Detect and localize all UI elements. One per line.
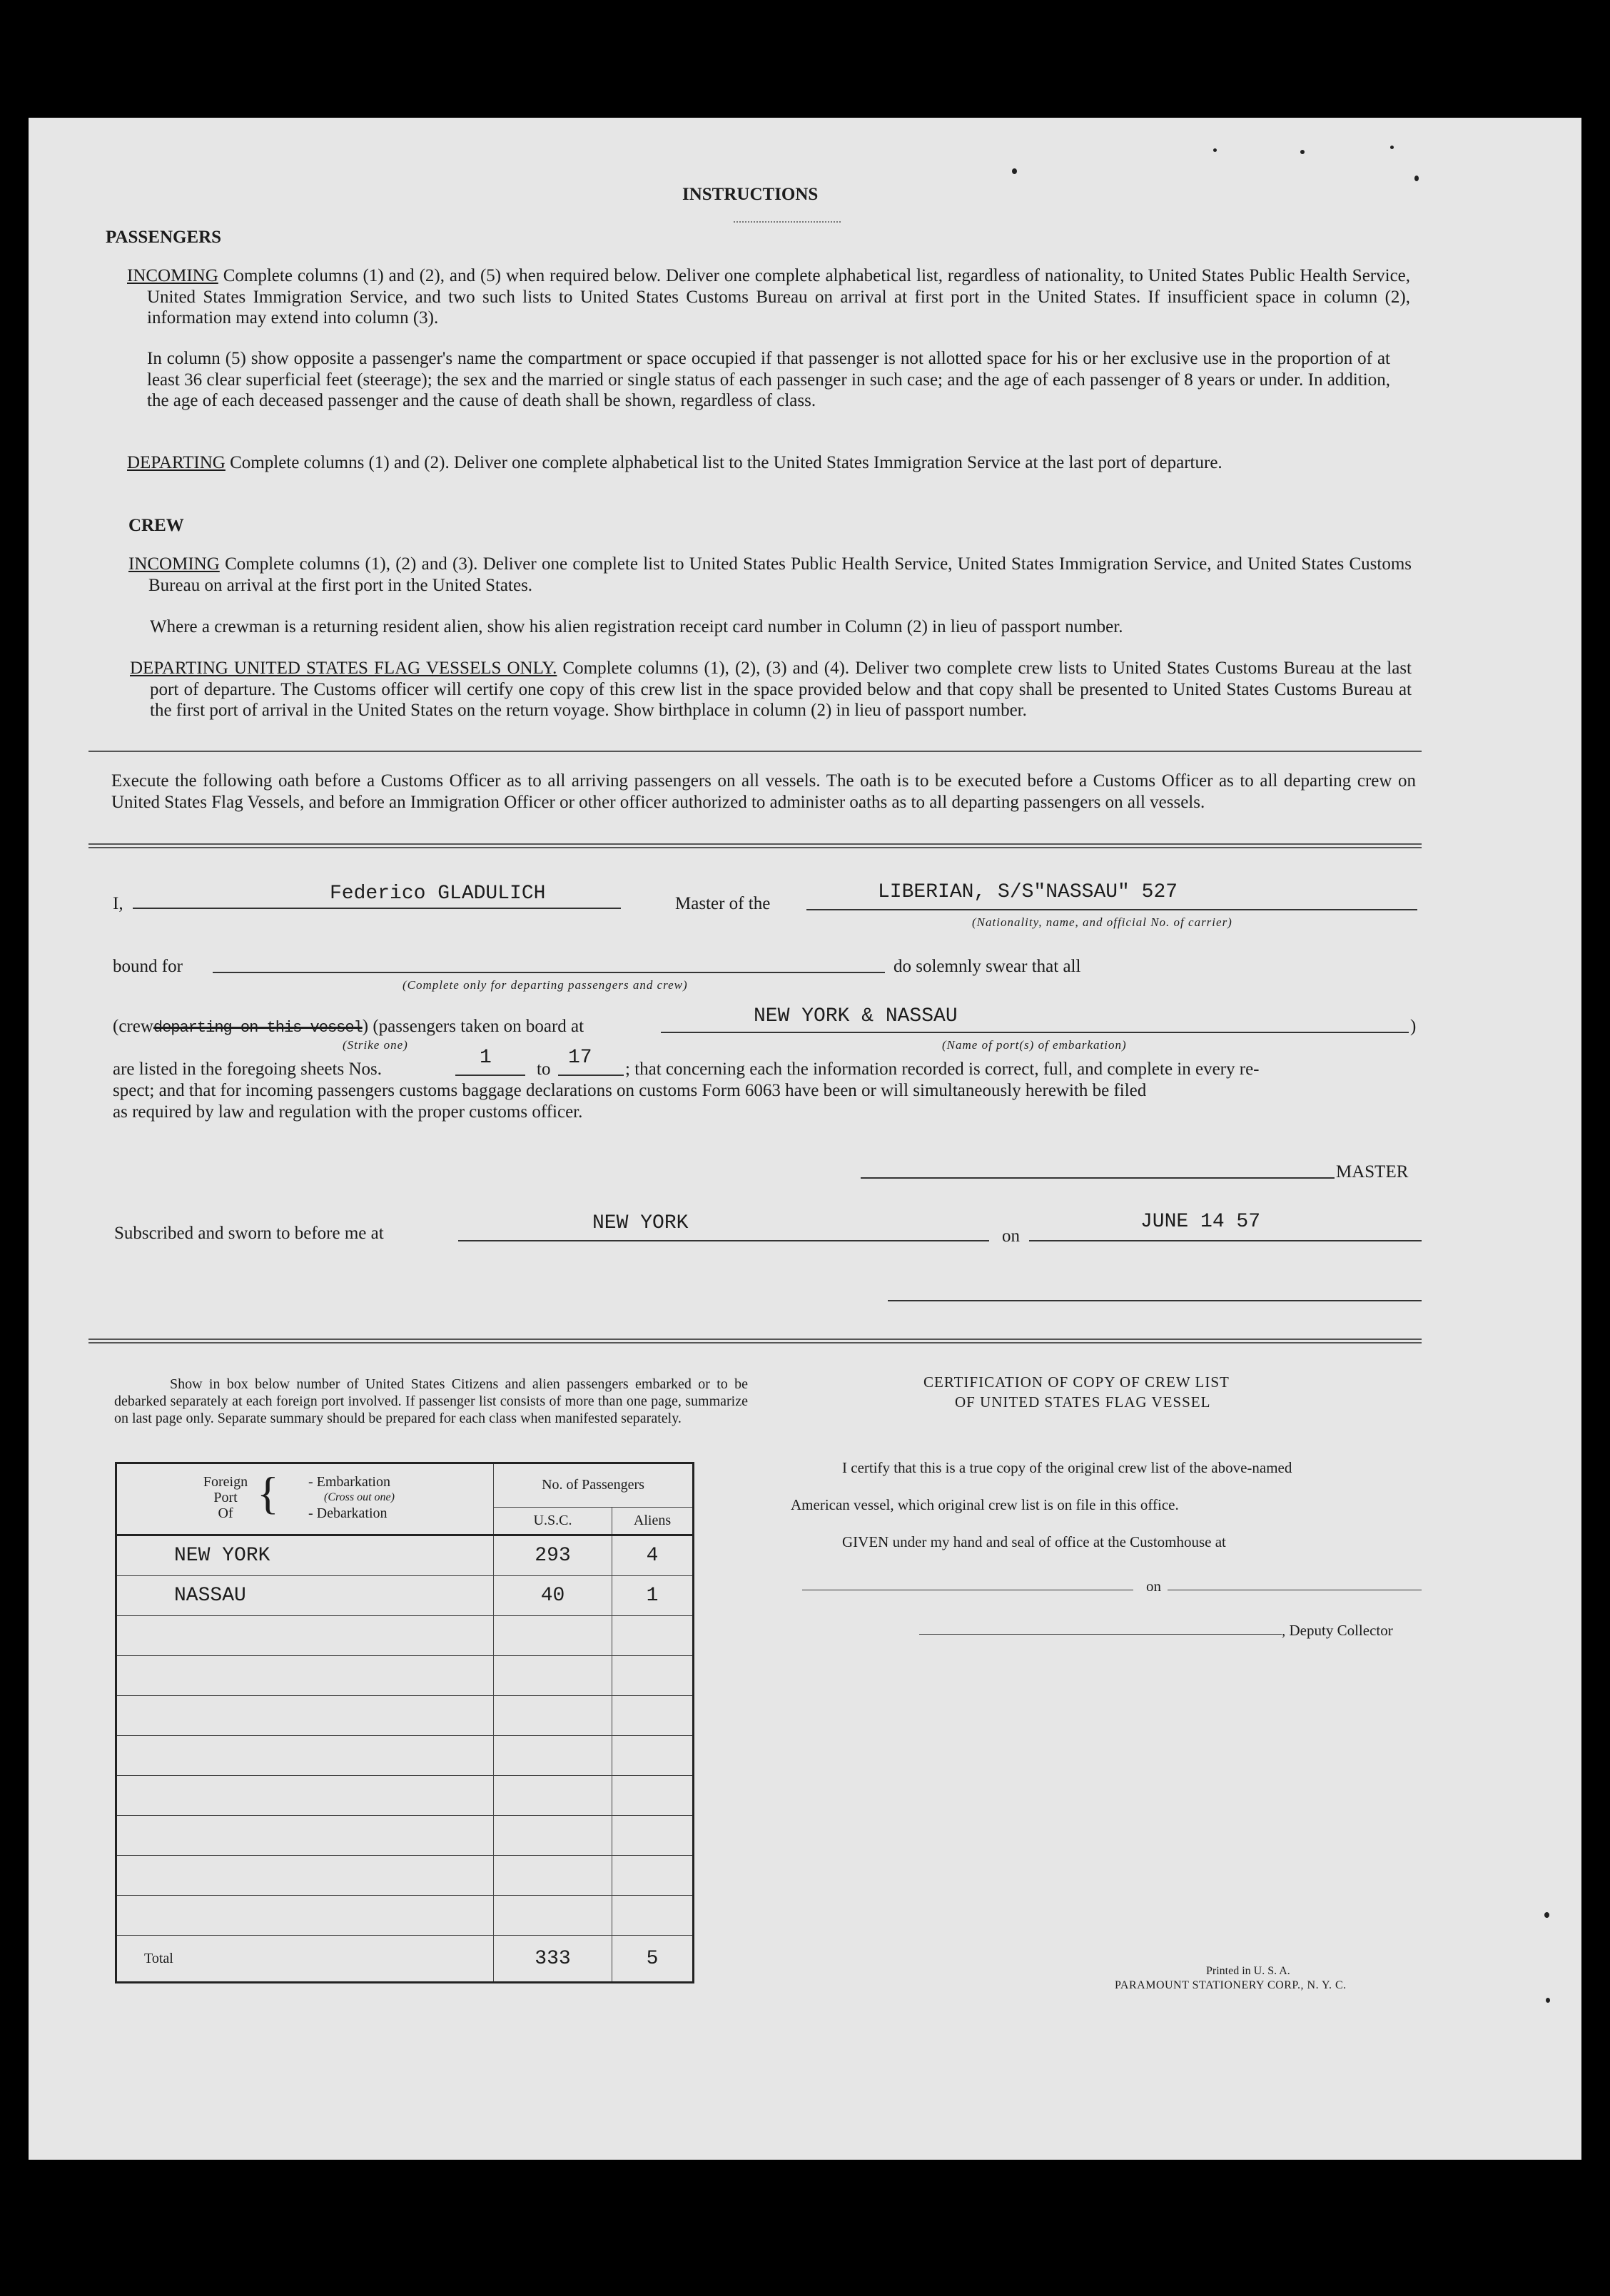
given-line: GIVEN under my hand and seal of office at the Customhouse at xyxy=(842,1533,1226,1550)
flag-vessels-text xyxy=(130,658,1412,721)
table-row xyxy=(116,1736,694,1776)
certify-line-2: American vessel, which original crew list is on file in this office. xyxy=(791,1496,1179,1513)
instructions-title: INSTRUCTIONS xyxy=(682,185,819,204)
brace-icon: { xyxy=(257,1468,279,1518)
certification-title-2: OF UNITED STATES FLAG VESSEL xyxy=(955,1393,1211,1411)
listed-line3: as required by law and regulation with the proper customs officer. xyxy=(113,1102,583,1122)
listed-line2: spect; and that for incoming passengers customs baggage declarations on customs Form 6063 have been or will simultaneously herewith be filed xyxy=(113,1081,1147,1100)
usc-cell: 40 xyxy=(494,1576,612,1616)
sheet-to: 17 xyxy=(568,1047,592,1069)
scan-speck xyxy=(1213,148,1217,152)
master-label: MASTER xyxy=(1336,1162,1409,1182)
crew-open: (crew xyxy=(113,1017,153,1036)
table-row xyxy=(116,1816,694,1856)
master-name-line xyxy=(133,908,621,909)
cross-out-label: (Cross out one) xyxy=(324,1491,395,1503)
sworn-on-label: on xyxy=(1002,1226,1020,1246)
aliens-header: Aliens xyxy=(612,1507,694,1535)
usc-header: U.S.C. xyxy=(494,1507,612,1535)
incoming-lead: INCOMING xyxy=(127,266,218,285)
port-embarkation: NEW YORK & NASSAU xyxy=(754,1005,958,1027)
vessel-line xyxy=(806,909,1417,910)
vessel-name: LIBERIAN, S/S"NASSAU" 527 xyxy=(878,881,1178,903)
column5-text: In column (5) show opposite a passenger's name the compartment or space occupied if that passenger is not allotted space for his or her exclusive use in the proportion of at least 36 clear superficial feet (steerage); the sex and the married or single status of each passenger in such case; and the age of each passenger of 8 years or under. In addition, the age of each deceased passenger and the cause of death shall be shown, regardless of class. xyxy=(147,349,1390,410)
total-usc: 333 xyxy=(494,1936,612,1983)
total-aliens: 5 xyxy=(612,1936,694,1983)
usc-cell: 293 xyxy=(494,1535,612,1576)
departing-body: Complete columns (1) and (2). Deliver one complete alphabetical list to the United States Immigration Service at the last port of departure. xyxy=(230,453,1222,472)
crew-incoming-body: Complete columns (1), (2) and (3). Deliver one complete list to United States Public Health Service, United States Immigration Service, and United States Customs Bureau on arrival at the first port in the United States. xyxy=(148,554,1412,595)
table-row xyxy=(116,1576,694,1616)
table-row xyxy=(116,1535,694,1576)
sworn-place-line xyxy=(458,1240,989,1241)
table-row xyxy=(116,1616,694,1656)
divider-bottom xyxy=(88,1339,1422,1343)
passengers-label: ) (passengers taken on board at xyxy=(362,1017,584,1036)
scan-speck xyxy=(1414,176,1419,181)
master-of-label: Master of the xyxy=(675,894,771,913)
sheet-from: 1 xyxy=(480,1047,492,1069)
passengers-heading: PASSENGERS xyxy=(106,228,222,247)
scan-speck xyxy=(1390,146,1394,149)
scan-speck xyxy=(1012,168,1017,174)
certify-line-1: I certify that this is a true copy of the original crew list of the above-named xyxy=(842,1459,1292,1476)
incoming-crew-text xyxy=(128,554,1412,596)
incoming-passengers-text xyxy=(127,265,1410,329)
sworn-date-line xyxy=(1029,1240,1422,1241)
bound-line xyxy=(213,972,885,973)
port-header-cell xyxy=(116,1463,494,1535)
master-name: Federico GLADULICH xyxy=(330,883,546,905)
total-label: Total xyxy=(116,1936,494,1983)
deputy-label: , Deputy Collector xyxy=(1282,1622,1393,1639)
flag-body: Complete columns (1), (2), (3) and (4). Deliver two complete crew lists to United States Customs Bureau at the last port of departure. The Customs officer will certify one copy of this crew list in the space provided below and that copy shall be presented to United States Customs Bureau at the first port of arrival in the United States on the return voyage. Show birthplace in column (2) in lieu of passport number. xyxy=(150,659,1412,720)
departing-passengers-text xyxy=(127,452,1410,474)
scan-speck xyxy=(1544,1912,1549,1918)
divider-top xyxy=(88,751,1422,752)
summary-instructions: Show in box below number of United States Citizens and alien passengers embarked or to be debarked separately at each foreign port involved. If passenger list consists of more than one page, summarize on last page only. Separate summary should be prepared for each class when manifested separately. xyxy=(114,1376,748,1426)
aliens-cell: 4 xyxy=(612,1535,694,1576)
close-paren: ) xyxy=(1410,1017,1417,1036)
listed-label: are listed in the foregoing sheets Nos. xyxy=(113,1060,382,1079)
sworn-date: JUNE 14 57 xyxy=(1140,1211,1261,1233)
flag-lead: DEPARTING UNITED STATES FLAG VESSELS ONLY. xyxy=(130,659,557,678)
table-row xyxy=(116,1696,694,1736)
total-row xyxy=(116,1936,694,1983)
sworn-place: NEW YORK xyxy=(592,1212,689,1234)
bound-label: bound for xyxy=(113,957,183,976)
bound-caption: (Complete only for departing passengers and crew) xyxy=(402,978,688,992)
aliens-cell: 1 xyxy=(612,1576,694,1616)
summary-header-row xyxy=(116,1463,694,1508)
struck-text: departing on this vessel xyxy=(153,1019,363,1037)
table-row xyxy=(116,1896,694,1936)
crewman-text: Where a crewman is a returning resident alien, show his alien registration receipt card number in Column (2) in lieu of passport number. xyxy=(150,617,1123,636)
master-signature-line xyxy=(861,1177,1335,1179)
oath-i-label: I, xyxy=(113,894,123,913)
table-row xyxy=(116,1856,694,1896)
foreign-label: Foreign xyxy=(203,1474,248,1490)
departing-lead: DEPARTING xyxy=(127,453,226,472)
strike-caption: (Strike one) xyxy=(343,1038,408,1052)
port-caption: (Name of port(s) of embarkation) xyxy=(942,1038,1127,1052)
divider-oath xyxy=(88,843,1422,848)
crew-incoming-lead: INCOMING xyxy=(128,554,220,574)
officer-signature-line xyxy=(888,1300,1422,1301)
scan-speck xyxy=(1300,150,1305,154)
table-row xyxy=(116,1656,694,1696)
certification-title-1: CERTIFICATION OF COPY OF CREW LIST xyxy=(923,1373,1230,1391)
vessel-caption: (Nationality, name, and official No. of carrier) xyxy=(972,915,1232,929)
passenger-summary-table xyxy=(115,1462,694,1983)
subscribed-label: Subscribed and sworn to before me at xyxy=(114,1224,384,1243)
port-cell: NEW YORK xyxy=(116,1535,494,1576)
to-label: to xyxy=(537,1060,551,1079)
sheet-to-line xyxy=(558,1075,624,1076)
debarkation-label: - Debarkation xyxy=(308,1505,388,1521)
deputy-line xyxy=(919,1634,1282,1635)
title-rule xyxy=(734,221,841,223)
no-passengers-header: No. of Passengers xyxy=(494,1463,694,1508)
swear-label: do solemnly swear that all xyxy=(893,957,1081,976)
port-line xyxy=(661,1032,1409,1033)
listed-rest: ; that concerning each the information recorded is correct, full, and complete in every re- xyxy=(625,1060,1260,1079)
oath-intro: Execute the following oath before a Customs Officer as to all arriving passengers on all vessels. The oath is to be executed before a Customs Officer as to all departing crew on United States Flag Vessels, and before an Immigration Officer or other officer authorized to administer oaths as to all departing passengers on all vessels. xyxy=(111,771,1416,812)
cert-on-label: on xyxy=(1146,1578,1161,1595)
crew-heading: CREW xyxy=(128,516,184,535)
embarkation-label: - Embarkation xyxy=(308,1474,390,1490)
port-label: Port xyxy=(213,1490,238,1505)
sheet-from-line xyxy=(455,1075,525,1076)
scan-speck xyxy=(1546,1998,1550,2003)
table-row xyxy=(116,1776,694,1816)
printer-line-2: PARAMOUNT STATIONERY CORP., N. Y. C. xyxy=(1115,1979,1347,1991)
of-label: Of xyxy=(218,1505,233,1521)
incoming-body: Complete columns (1) and (2), and (5) when required below. Deliver one complete alphabetical list, regardless of nationality, to United States Public Health Service, United States Immigration Service, and two such lists to United States Customs Bureau on arrival at first port in the United States. If insufficient space in column (2), information may extend into column (3). xyxy=(147,266,1411,327)
port-cell: NASSAU xyxy=(116,1576,494,1616)
printer-line-1: Printed in U. S. A. xyxy=(1206,1965,1290,1977)
